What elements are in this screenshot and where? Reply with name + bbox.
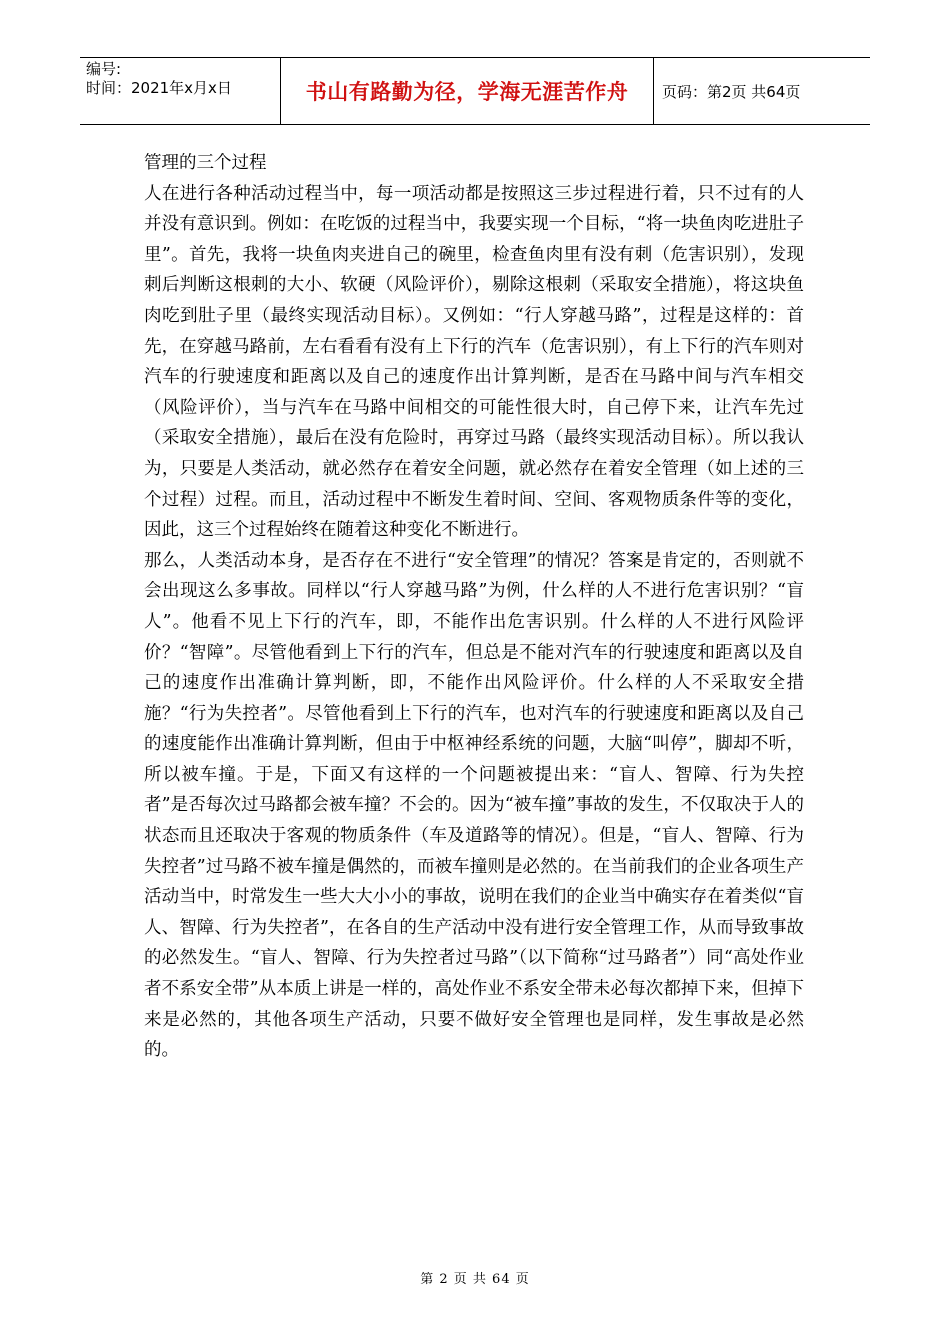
section-title: 管理的三个过程 (144, 153, 267, 173)
paragraph: 人在进行各种活动过程当中，每一项活动都是按照这三步过程进行着，只不过有的人并没有意识到。例如：在吃饭的过程当中，我要实现一个目标，“将一块鱼肉吃进肚子里”。首先，我将一块鱼肉夹进自己的碗里，检查鱼肉里有没有刺（危害识别），发现刺后判断这根刺的大小、软硬（风险评价），剔除这根刺（采取安全措施），将这块鱼肉吃到肚子里（最终实现活动目标）。又例如：“行人穿越马路”，过程是这样的：首先，在穿越马路前，左右看看有没有上下行的汽车（危害识别），有上下行的汽车则对汽车的行驶速度和距离以及自己的速度作出计算判断，是否在马路中间与汽车相交（风险评价），当与汽车在马路中间相交的可能性很大时，自己停下来，让汽车先过（采取安全措施），最后在没有危险时，再穿过马路（最终实现活动目标）。所以我认为，只要是人类活动，就必然存在着安全问题，就必然存在着安全管理（如上述的三个过程）过程。而且，活动过程中不断发生着时间、空间、客观物质条件等的变化，因此，这三个过程始终在随着这种变化不断进行。 (144, 183, 804, 541)
header-page-info: 页码：第2页 共64页 (662, 82, 801, 101)
header-divider (653, 58, 654, 124)
document-number-label: 编号: (86, 60, 122, 78)
paragraph: 那么，人类活动本身，是否存在不进行“安全管理”的情况？答案是肯定的，否则就不会出现这么多事故。同样以“行人穿越马路”为例，什么样的人不进行危害识别？“盲人”。他看不见上下行的汽车，即，不能作出危害识别。什么样的人不进行风险评价？“智障”。尽管他看到上下行的汽车，但总是不能对汽车的行驶速度和距离以及自己的速度作出准确计算判断，即，不能作出风险评价。什么样的人不采取安全措施？“行为失控者”。尽管他看到上下行的汽车，也对汽车的行驶速度和距离以及自己的速度能作出准确计算判断，但由于中枢神经系统的问题，大脑“叫停”，脚却不听，所以被车撞。于是，下面又有这样的一个问题被提出来：“盲人、智障、行为失控者”是否每次过马路都会被车撞？不会的。因为“被车撞”事故的发生，不仅取决于人的状态而且还取决于客观的物质条件（车及道路等的情况）。但是，“盲人、智障、行为失控者”过马路不被车撞是偶然的，而被车撞则是必然的。在当前我们的企业各项生产活动当中，时常发生一些大大小小的事故，说明在我们的企业当中确实存在着类似“盲人、智障、行为失控者”，在各自的生产活动中没有进行安全管理工作，从而导致事故的必然发生。“盲人、智障、行为失控者过马路”（以下简称“过马路者”）同“高处作业者不系安全带”从本质上讲是一样的，高处作业不系安全带未必每次都掉下来，但掉下来是必然的，其他各项生产活动，只要不做好安全管理也是同样，发生事故是必然的。 (144, 550, 804, 1061)
document-time-label: 时间：2021年x月x日 (86, 79, 232, 97)
header-meta (86, 60, 281, 98)
page-footer: 第 2 页 共 64 页 (420, 1272, 530, 1287)
header-motto: 书山有路勤为径，学海无涯苦作舟 (305, 80, 629, 104)
page-header (80, 57, 870, 125)
document-body (144, 148, 804, 1066)
